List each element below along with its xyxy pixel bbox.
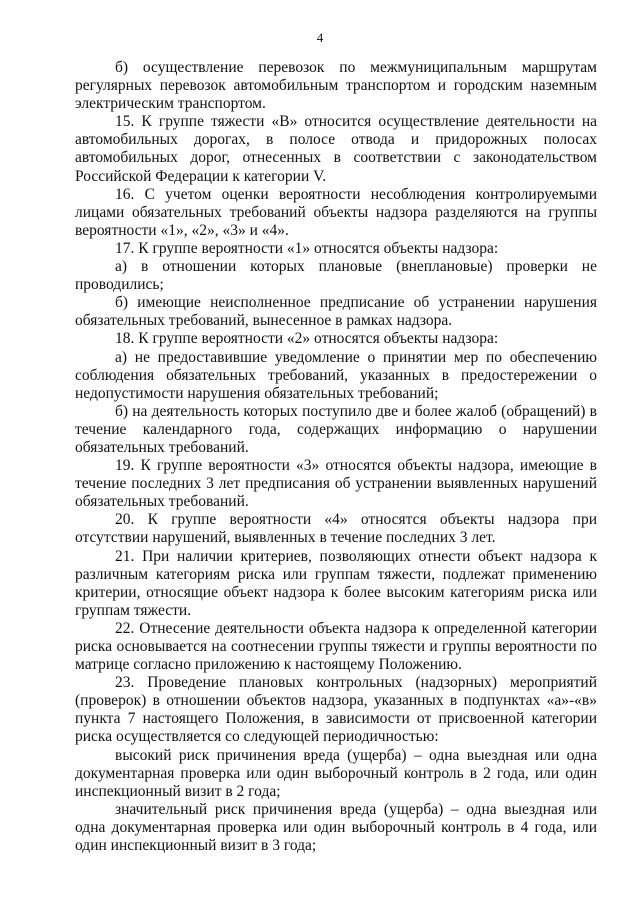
- paragraph-17b: б) имеющие неисполненное предписание об устранении нарушения обязательных требований, вынесенное в рамках надзора.: [75, 294, 597, 330]
- paragraph-18b: б) на деятельность которых поступило две и более жалоб (обращений) в течение календарного года, содержащих информацию о нарушении обязательных требований.: [75, 402, 597, 456]
- paragraph-18: 18. К группе вероятности «2» относятся объекты надзора:: [115, 330, 499, 348]
- paragraph-17a: а) в отношении которых плановые (внеплановые) проверки не проводились;: [75, 258, 597, 294]
- paragraph-18a: а) не предоставившие уведомление о принятии мер по обеспечению соблюдения обязательных требований, указанных в предостережении о недопустимости нарушения обязательных требований;: [75, 348, 597, 402]
- paragraph-17: 17. К группе вероятности «1» относятся объекты надзора:: [115, 239, 499, 257]
- page-number: 4: [316, 30, 324, 45]
- paragraph-15: 15. К группе тяжести «В» относится осуществление деятельности на автомобильных дорогах, в полосе отвода и придорожных полосах автомобильных дорог, отнесенных в соответствии с законодательством Российской Федерации к категории V.: [75, 113, 597, 185]
- paragraph-22: 22. Отнесение деятельности объекта надзора к определенной категории риска основывается на соотнесении группы тяжести и группы вероятности по матрице согласно приложению к настоящему Положению.: [75, 619, 597, 674]
- paragraph-23: 23. Проведение плановых контрольных (надзорных) мероприятий (проверок) в отношении объектов надзора, указанных в подпунктах «а»-«в» пункта 7 настоящего Положения, в зависимости от присвоенной категории риска осуществляется со следующей периодичностью:: [75, 674, 597, 746]
- paragraph-14b: б) осуществление перевозок по межмуниципальным маршрутам регулярных перевозок автомобильным транспортом и городским наземным электрическим транспортом.: [75, 59, 597, 113]
- paragraph-16: 16. С учетом оценки вероятности несоблюдения контролируемыми лицами обязательных требований объекты надзора разделяются на группы вероятности «1», «2», «3» и «4».: [75, 185, 597, 239]
- document-body: [75, 59, 597, 855]
- paragraph-23-significant-risk: значительный риск причинения вреда (ущерба) – одна выездная или одна документарная проверка или один выборочный контроль в 4 года, или один инспекционный визит в 3 года;: [75, 800, 597, 855]
- paragraph-23-high-risk: высокий риск причинения вреда (ущерба) – одна выездная или одна документарная проверка или один выборочный контроль в 2 года, или один инспекционный визит в 2 года;: [75, 746, 597, 800]
- paragraph-20: 20. К группе вероятности «4» относятся объекты надзора при отсутствии нарушений, выявленных в течение последних 3 лет.: [75, 511, 597, 547]
- paragraph-21: 21. При наличии критериев, позволяющих отнести объект надзора к различным категориям риска или группам тяжести, подлежат применению критерии, относящие объект надзора к более высоким категориям риска или группам тяжести.: [75, 547, 597, 619]
- paragraph-19: 19. К группе вероятности «3» относятся объекты надзора, имеющие в течение последних 3 лет предписания об устранении выявленных нарушений обязательных требований.: [75, 457, 597, 511]
